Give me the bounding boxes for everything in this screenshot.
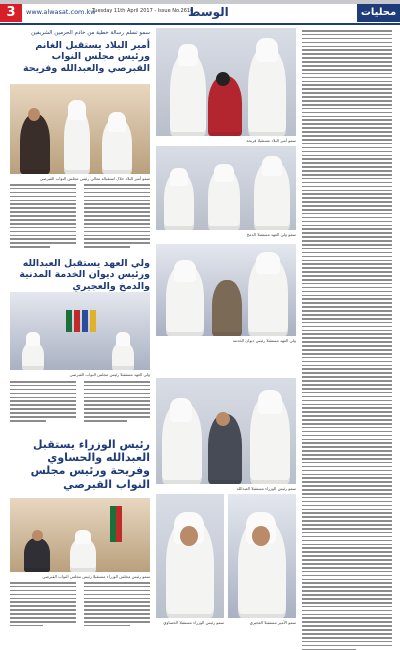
photo-caption: سمو أمير البلاد مستقبلا فريحة [246,138,296,143]
photo-caption: سمو أمير البلاد خلال استقباله معالي رئيس مجلس النواب القبرصي [39,176,150,181]
article-headline: ولي العهد يستقبل العبدالله ورئيس ديوان الخدمة المدنية والدمخ والعجيري [19,258,150,292]
article-body-col [302,30,392,650]
photo [156,378,296,484]
photo-caption: سمو ولي العهد مستقبلا الدمخ [246,232,296,237]
page-number: 3 [0,4,22,22]
article-body-col [84,184,150,248]
photo-caption: سمو رئيس الوزراء مستقبلا العبدالله [236,486,296,491]
photo-caption: ولي العهد مستقبلا رئيس ديوان الخدمة [232,338,296,343]
photo [156,28,296,136]
article-photo [10,84,150,174]
article-headline: أمير البلاد يستقبل الغانم ورئيس مجلس النواب القبرصي والعبدالله وفريحة [23,40,150,74]
article-body-col [10,582,76,626]
photo [156,146,296,230]
article-body-col [84,381,150,422]
dateline: Tuesday 11th April 2017 - Issue No.2616 [92,8,194,14]
photo-caption: سمو الأمير مستقبلا العجيري [249,620,296,625]
photo-caption: ولي العهد مستقبلا رئيس مجلس النواب القبرصي [69,372,150,377]
article-body-col [10,381,76,422]
site-url[interactable]: www.alwasat.com.kw [26,8,96,16]
article-kicker: سمو تسلم رسالة خطية من خادم الحرمين الشريفين [31,30,150,36]
photo [228,494,296,618]
article-photo [10,498,150,572]
article-headline: رئيس الوزراء يستقبل العبدالله والحساوي وفريحة ورئيس مجلس النواب القبرصي [30,438,150,491]
article-photo [10,292,150,370]
photo [156,244,296,336]
photo-caption: سمو رئيس الوزراء مستقبلا الحساوي [163,620,224,625]
photo [156,494,224,618]
article-body-col [84,582,150,626]
article-body-col [10,184,76,248]
photo-caption: سمو رئيس مجلس الوزراء مستقبلا رئيس مجلس النواب القبرصي [42,574,150,579]
header-bar [0,0,400,4]
section-label: محليات [357,4,400,22]
header-rule [0,23,400,25]
newspaper-logo: الوسط [188,5,229,19]
